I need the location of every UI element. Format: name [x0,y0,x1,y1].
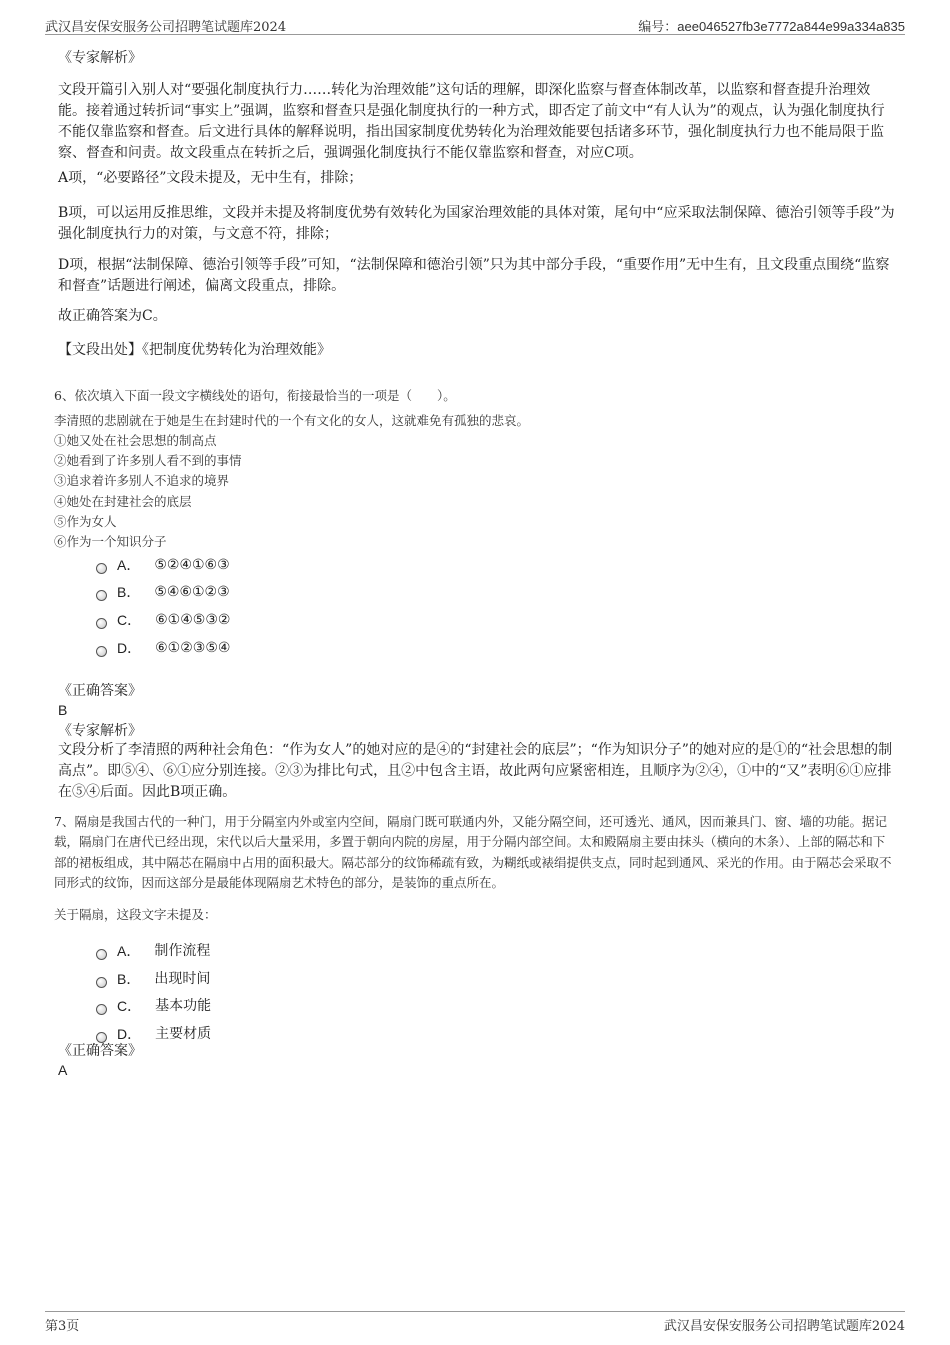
q7-answer: A [58,1062,68,1078]
note-d: D项，根据“法制保障、德治引领等手段”可知，“法制保障和德治引领”只为其中部分手段，“重要作用”无中生有，且文段重点围绕“监察和督查”话题进行阐述，偏离文段重点，排除。 [58,257,890,294]
page-number: 第3页 [45,1319,80,1334]
option-text: 主要材质 [155,1026,212,1042]
q6-item: ③追求着许多别人不追求的境界 [54,473,230,488]
header-code: 编号：aee046527fb3e7772a844e99a334a835 [638,19,905,34]
page-footer [45,1311,905,1334]
option-text: ⑤④⑥①②③ [154,584,230,600]
radio-icon[interactable] [96,646,107,657]
note-b: B项，可以运用反推思维，文段并未提及将制度优势有效转化为国家治理效能的具体对策，尾句中“应采取法制保障、德治引领等手段”为强化制度执行力的对策，与文意不符，排除； [58,205,895,242]
q6-answer: B [58,702,68,718]
option-text: 基本功能 [155,998,212,1014]
option-letter: C． [117,612,142,628]
option-letter: B． [117,584,141,600]
radio-icon[interactable] [96,618,107,629]
q6-item: ④她处在封建社会的底层 [54,494,192,509]
q6-stem: 6、依次填入下面一段文字横线处的语句，衔接最恰当的一项是（ ）。 [54,388,456,403]
note-a: A项，“必要路径”文段未提及，无中生有，排除； [58,170,363,186]
q6-item: ②她看到了许多别人看不到的事情 [54,453,242,468]
q7-stem: 7、隔扇是我国古代的一种门，用于分隔室内外或室内空间，隔扇门既可联通内外，又能分隔空间，还可透光、通风，因而兼具门、窗、墙的功能。据记载，隔扇门在唐代已经出现，宋代以后大量采用，多置于朝向内院的房屋，用于分隔内部空间。太和殿隔扇主要由抹头（横向的木条）、上部的隔芯和下部的裙板组成，其中隔芯在隔扇中占用的面积最大。隔芯部分的纹饰稀疏有致，为糊纸或裱绢提供支点，同时起到通风、采光的作用。由于隔芯会采取不同形式的纹饰，因而这部分是最能体现隔扇艺术特色的部分，是装饰的重点所在。 [54,814,892,890]
footer-title: 武汉昌安保安服务公司招聘笔试题库2024 [663,1319,905,1334]
source-prev: 【文段出处】《把制度优势转化为治理效能》 [58,342,331,358]
q6-option-b[interactable] [96,582,230,602]
q6-answer-label: 《正确答案》 [58,683,142,699]
radio-icon[interactable] [96,563,107,574]
q6-analysis: 文段分析了李清照的两种社会角色：“作为女人”的她对应的是④的“封建社会的底层”；“作为知识分子”的她对应的是①的“社会思想的制高点”。即⑤④、⑥①应分别连接。②③为排比句式，且②中包含主语，故此两句应紧密相连，且顺序为②④，①中的“又”表明⑥①应排在⑤④后面。因此B项正确。 [58,742,893,800]
q6-option-c[interactable] [96,610,230,630]
q6-item: ⑤作为女人 [54,514,117,529]
option-letter: D． [117,1026,142,1042]
option-text: ⑥①②③⑤④ [155,640,231,656]
q7-option-c[interactable] [96,996,211,1016]
header-title: 武汉昌安保安服务公司招聘笔试题库2024 [45,20,287,35]
option-text: ⑤②④①⑥③ [154,557,230,573]
option-text: 制作流程 [154,943,211,959]
option-letter: B． [117,971,141,987]
q6-option-a[interactable] [96,555,230,575]
expert-label-prev: 《专家解析》 [58,50,142,66]
option-letter: A． [117,557,141,573]
analysis-prev: 文段开篇引入别人对“要强化制度执行力……转化为治理效能”这句话的理解，即深化监察与督查体制改革，以监察和督查提升治理效能。接着通过转折词“事实上”强调，监察和督查只是强化制度执行的一种方式，即否定了前文中“有人认为”的观点，认为强化制度执行不能仅靠监察和督查。后文进行具体的解释说明，指出国家制度优势转化为治理效能要包括诸多环节，强化制度执行力也不能局限于监察、督查和问责。故文段重点在转折之后，强调强化制度执行不能仅靠监察和督查，对应C项。 [58,82,885,161]
q6-item: ①她又处在社会思想的制高点 [54,433,217,448]
radio-icon[interactable] [96,590,107,601]
option-text: ⑥①④⑤③② [155,612,231,628]
q7-option-a[interactable] [96,941,210,961]
option-letter: C． [117,998,142,1014]
option-text: 出现时间 [154,971,211,987]
radio-icon[interactable] [96,949,107,960]
q7-option-b[interactable] [96,969,210,989]
radio-icon[interactable] [96,1004,107,1015]
q6-item: ⑥作为一个知识分子 [54,534,167,549]
page-header [45,14,905,35]
q6-passage: 李清照的悲剧就在于她是生在封建时代的一个有文化的女人，这就难免有孤独的悲哀。 [54,413,530,428]
radio-icon[interactable] [96,977,107,988]
q7-answer-label: 《正确答案》 [58,1043,142,1059]
option-letter: D． [117,640,142,656]
conclusion-prev: 故正确答案为C。 [58,308,167,324]
option-letter: A． [117,943,141,959]
q7-question: 关于隔扇，这段文字未提及： [54,907,217,922]
q6-expert-label: 《专家解析》 [58,723,142,739]
q6-option-d[interactable] [96,638,230,658]
